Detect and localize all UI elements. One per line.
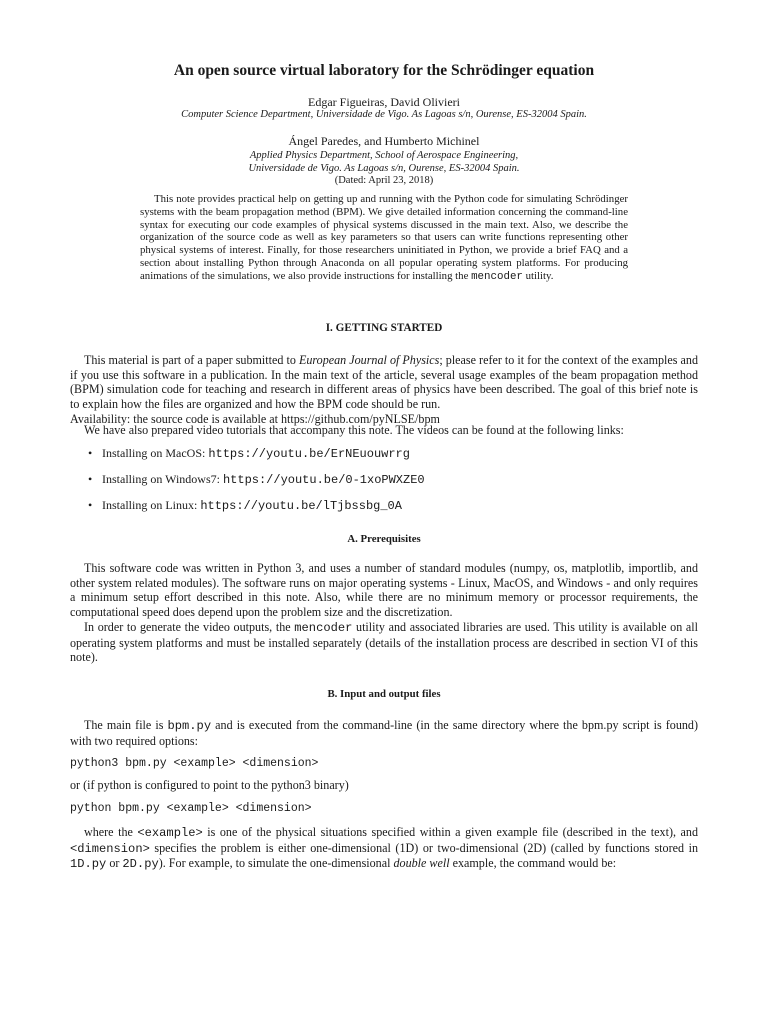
io2-text-d: or <box>106 856 123 871</box>
dated-line: (Dated: April 23, 2018) <box>334 175 434 186</box>
section-heading-input-output: B. Input and output files <box>327 688 441 700</box>
io-text-a: The main file is <box>84 718 168 732</box>
link-macos[interactable]: https://youtu.be/ErNEuouwrrg <box>208 447 410 461</box>
abstract-code-mencoder: mencoder <box>471 270 523 283</box>
gs-text-a: This material is part of a paper submitted to <box>84 353 299 367</box>
authors-group-1: Edgar Figueiras, David Olivieri <box>308 95 460 109</box>
command-python3: python3 bpm.py <example> <dimension> <box>70 757 319 770</box>
io2-text-c: specifies the problem is either one-dimensional (1D) or two-dimensional (2D) (called by functions stored in <box>149 840 698 855</box>
input-output-paragraph-1 <box>70 718 698 748</box>
link-linux[interactable]: https://youtu.be/lTjbssbg_0A <box>200 499 402 513</box>
affiliation-2-line-1: Applied Physics Department, School of Aerospace Engineering, <box>249 150 519 161</box>
input-output-paragraph-2 <box>70 825 698 872</box>
availability-line: Availability: the source code is available at https://github.com/pyNLSE/bpm <box>70 411 440 426</box>
video-links-list <box>88 446 688 524</box>
link-windows[interactable]: https://youtu.be/0-1xoPWXZE0 <box>222 473 425 487</box>
abstract-text: This note provides practical help on getting up and running with the Python code for simulating Schrödinger systems with the beam propagation method (BPM). We give detailed information concerning the command-line syntax for executing our code examples of physical systems discussed in the main text. Also, we describe the organization of the source code as well as key parameters so that users can write functions representing other physical systems of interest. Finally, for those researchers uninitiated in Python, we provide a brief FAQ and a section about installing Python through Anaconda on all popular operating system platforms. For producing animations of the simulations, we also provide instructions for installing the <box>140 193 628 282</box>
paper-title: An open source virtual laboratory for the Schrödinger equation <box>173 62 595 79</box>
abstract <box>140 193 628 284</box>
prereq-text-a: In order to generate the video outputs, the <box>84 620 295 634</box>
or-line: or (if python is configured to point to the python3 binary) <box>70 778 349 792</box>
io-text-b: and is executed from the command-line (in the same directory where the bpm.py script is found) with two required options: <box>70 718 698 748</box>
prerequisites-paragraph-2 <box>70 620 698 665</box>
command-python: python bpm.py <example> <dimension> <box>70 802 312 815</box>
prereq-code-mencoder: mencoder <box>294 621 353 635</box>
io2-code-1d: 1D.py <box>70 857 107 872</box>
journal-name: European Journal of Physics <box>298 353 440 367</box>
authors-group-2: Ángel Paredes, and Humberto Michinel <box>288 134 480 148</box>
io-code-bpm: bpm.py <box>167 719 212 733</box>
list-item: • Installing on Linux: https://youtu.be/lTjbssbg_0A <box>88 498 402 513</box>
io2-text-f: example, the command would be: <box>449 856 617 871</box>
abstract-end: utility. <box>522 269 554 282</box>
affiliation-2-line-2: Universidade de Vigo. As Lagoas s/n, Ourense, ES-32004 Spain. <box>248 163 520 174</box>
prereq-text-b: utility and associated libraries are used. This utility is available on all operating system platforms and must be installed separately (details of the installation process are described in section VI of this note). <box>70 620 698 665</box>
io2-code-2d: 2D.py <box>122 857 159 872</box>
io2-code-dimension: <dimension> <box>70 841 150 856</box>
bullet-label-windows: Installing on Windows7: <box>102 472 223 486</box>
io2-double-well: double well <box>393 856 450 871</box>
list-item: • Installing on MacOS: https://youtu.be/ErNEuouwrrg <box>88 446 410 461</box>
affiliation-1: Computer Science Department, Universidade de Vigo. As Lagoas s/n, Ourense, ES-32004 Spain. <box>181 109 587 120</box>
section-heading-prerequisites: A. Prerequisites <box>347 533 421 545</box>
list-item: • Installing on Windows7: https://youtu.be/0-1xoPWXZE0 <box>88 472 425 487</box>
bullet-label-macos: Installing on MacOS: <box>102 446 209 460</box>
io2-code-example: <example> <box>137 826 203 840</box>
section-heading-getting-started: I. GETTING STARTED <box>325 322 443 334</box>
bullet-label-linux: Installing on Linux: <box>102 498 201 512</box>
getting-started-paragraph <box>70 353 698 427</box>
io2-text-b: is one of the physical situations specified within a given example file (described in the text), and <box>202 825 698 839</box>
io2-text-a: where the <box>84 825 138 839</box>
video-intro-paragraph: We have also prepared video tutorials that accompany this note. The videos can be found at the following links: <box>84 423 624 437</box>
gs-text-b: ; please refer to it for the context of the examples and if you use this software in a publication. In the main text of the article, several usage examples of the beam propagation method (BPM) simulation code for teaching and research in different areas of physics have been described. The goal of this brief note is to explain how the files are organized and how the BPM code should be run. <box>70 353 699 412</box>
io2-text-e: ). For example, to simulate the one-dimensional <box>158 856 394 871</box>
prerequisites-paragraph-1: This software code was written in Python 3, and uses a number of standard modules (numpy, os, matplotlib, importlib, and other system related modules). The software runs on major operating systems - Linux, MacOS, and Windows - and only requires a minimum setup effort described in this note. Also, while there are no minimum memory or processor requirements, the computational speed does depend upon the problem size and the discretization. <box>70 561 698 620</box>
